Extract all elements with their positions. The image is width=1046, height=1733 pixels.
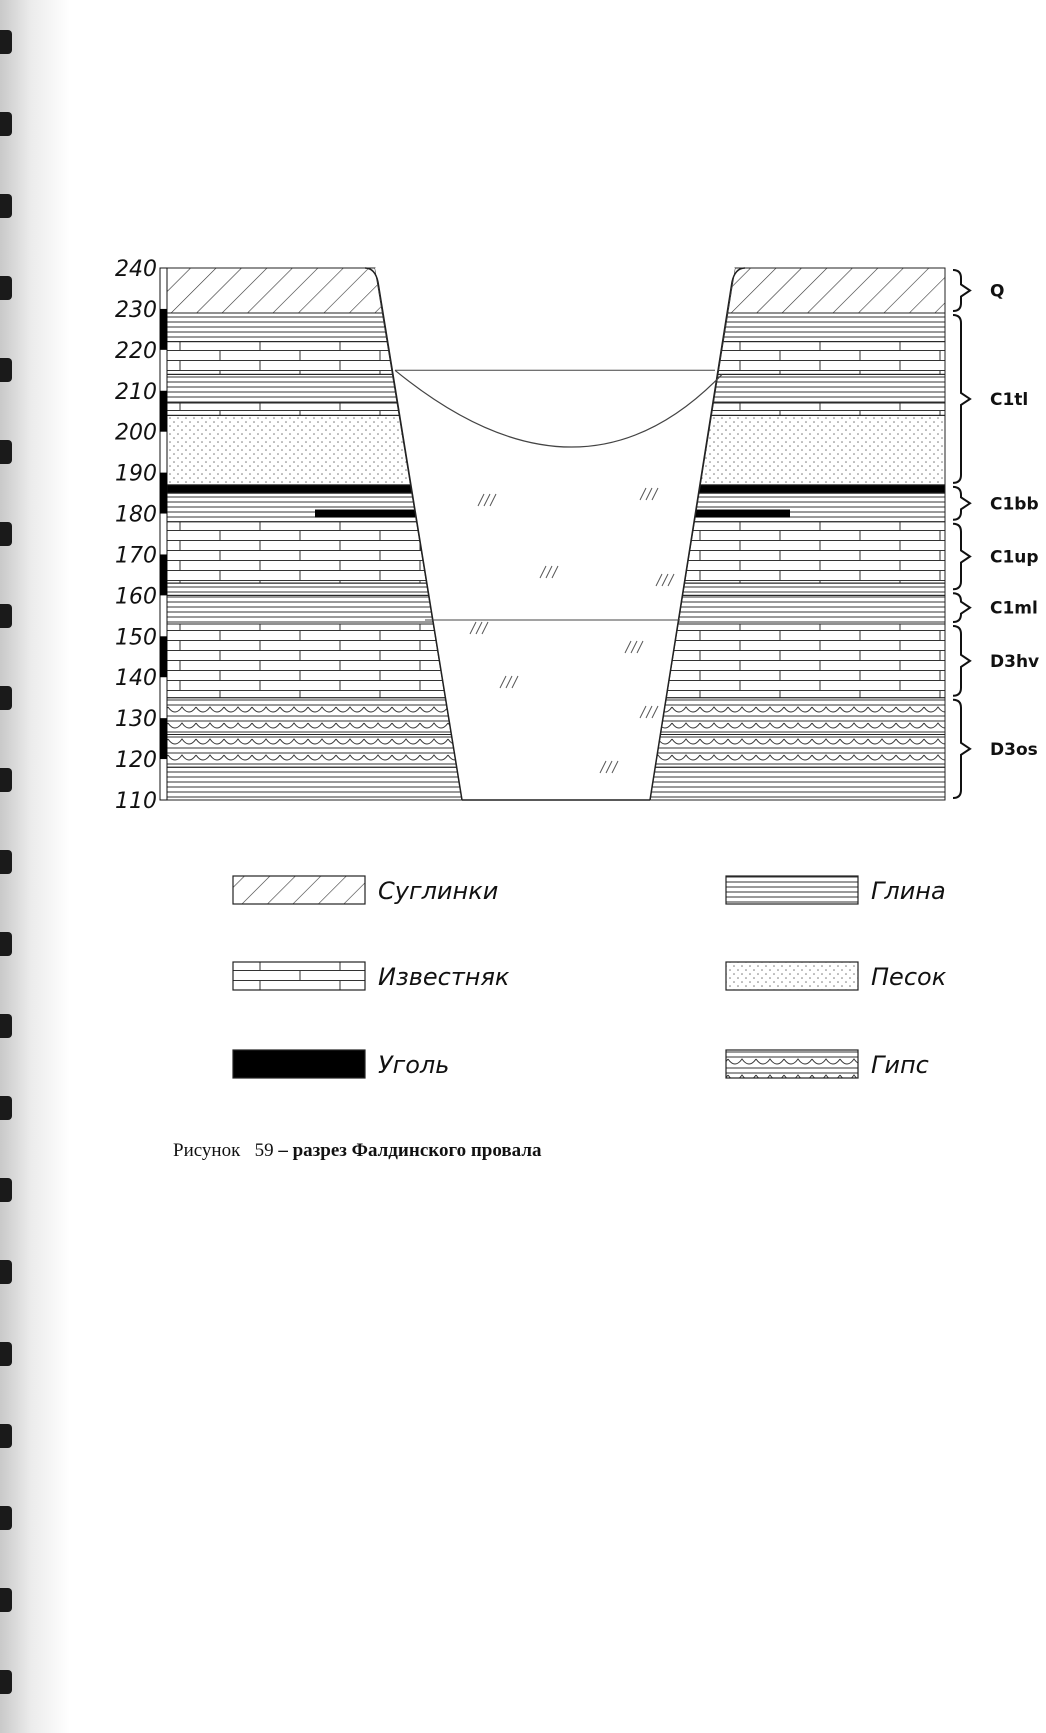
depth-scale-segment xyxy=(160,309,167,350)
depth-tick-label: 200 xyxy=(115,420,157,446)
stratum-left xyxy=(167,522,427,583)
unit-label: D3os xyxy=(990,739,1038,760)
depth-scale-segment xyxy=(160,636,167,677)
stratum-left xyxy=(167,767,462,800)
legend-swatch-coal xyxy=(233,1050,365,1078)
stratum-right xyxy=(666,624,945,698)
legend-label-coal: Уголь xyxy=(378,1051,450,1079)
unit-bracket xyxy=(953,626,970,696)
depth-tick-label: 220 xyxy=(115,338,157,364)
stratum-right xyxy=(728,268,945,313)
unit-label: Q xyxy=(990,281,1005,302)
unit-bracket xyxy=(953,487,970,520)
depth-tick-label: 150 xyxy=(115,625,157,651)
depth-tick-label: 140 xyxy=(115,666,157,692)
stratum-right xyxy=(650,767,945,800)
stratum-left xyxy=(167,313,387,342)
legend-label-loam: Суглинки xyxy=(378,877,499,905)
depth-tick-label: 160 xyxy=(115,584,157,610)
stratum-right xyxy=(718,342,945,375)
legend-swatch-loam xyxy=(233,876,365,904)
stratum-left xyxy=(167,595,433,624)
depth-tick-label: 210 xyxy=(115,379,157,405)
depth-scale-segment xyxy=(160,718,167,759)
legend xyxy=(233,876,947,1079)
stratum-left xyxy=(167,415,410,485)
depth-tick-label: 230 xyxy=(115,297,157,323)
unit-brackets xyxy=(953,270,1039,798)
depth-tick-label: 190 xyxy=(115,461,157,487)
depth-tick-label: 110 xyxy=(115,789,157,814)
stratum-left xyxy=(167,624,445,698)
stratum-right xyxy=(660,698,945,735)
stratum-left xyxy=(167,698,451,735)
unit-label: C1ml xyxy=(990,598,1038,619)
stratum-right xyxy=(683,583,945,595)
legend-label-clay: Глина xyxy=(871,877,946,905)
depth-tick-label: 130 xyxy=(115,707,157,733)
stratum-left xyxy=(167,268,382,313)
depth-scale-segment xyxy=(160,391,167,432)
depth-tick-label: 120 xyxy=(115,748,157,774)
depth-tick-label: 170 xyxy=(115,543,157,569)
unit-label: C1tl xyxy=(990,389,1029,410)
legend-label-gypsum: Гипс xyxy=(871,1051,929,1079)
legend-label-limestone: Известняк xyxy=(378,963,510,991)
stratum-left xyxy=(167,735,457,768)
coal-lens xyxy=(315,510,415,518)
legend-label-sand: Песок xyxy=(871,963,947,991)
unit-label: D3hv xyxy=(990,651,1040,672)
depth-scale-segment xyxy=(160,473,167,514)
unit-bracket xyxy=(953,270,970,311)
stratum-left xyxy=(167,485,412,493)
stratum-right xyxy=(713,374,945,403)
depth-axis xyxy=(115,257,167,814)
legend-swatch-gypsum xyxy=(726,1050,858,1078)
stratum-left xyxy=(167,403,399,415)
unit-bracket xyxy=(953,315,970,483)
stratum-left xyxy=(167,374,397,403)
caption-prefix: Рисунок 59 xyxy=(173,1140,274,1161)
figure-caption xyxy=(173,1140,541,1162)
stratum-right xyxy=(699,485,945,493)
depth-tick-label: 240 xyxy=(115,257,157,282)
unit-bracket xyxy=(953,593,970,622)
stratum-right xyxy=(711,403,945,415)
stratum-left xyxy=(167,342,392,375)
stratum-right xyxy=(685,522,945,583)
stratum-right xyxy=(678,595,945,624)
stratum-left xyxy=(167,583,429,595)
legend-swatch-sand xyxy=(726,962,858,990)
stratum-right xyxy=(723,313,945,342)
stratum-right xyxy=(700,415,945,485)
caption-title: – разрез Фалдинского провала xyxy=(273,1140,542,1161)
unit-label: C1up xyxy=(990,547,1039,568)
depth-tick-label: 180 xyxy=(115,502,157,528)
depth-scale-segment xyxy=(160,554,167,595)
unit-bracket xyxy=(953,524,970,590)
legend-swatch-limestone xyxy=(233,962,365,990)
coal-lens xyxy=(690,510,790,518)
unit-bracket xyxy=(953,700,970,798)
unit-label: C1bb xyxy=(990,494,1039,515)
stratum-right xyxy=(655,735,945,768)
legend-swatch-clay xyxy=(726,876,858,904)
